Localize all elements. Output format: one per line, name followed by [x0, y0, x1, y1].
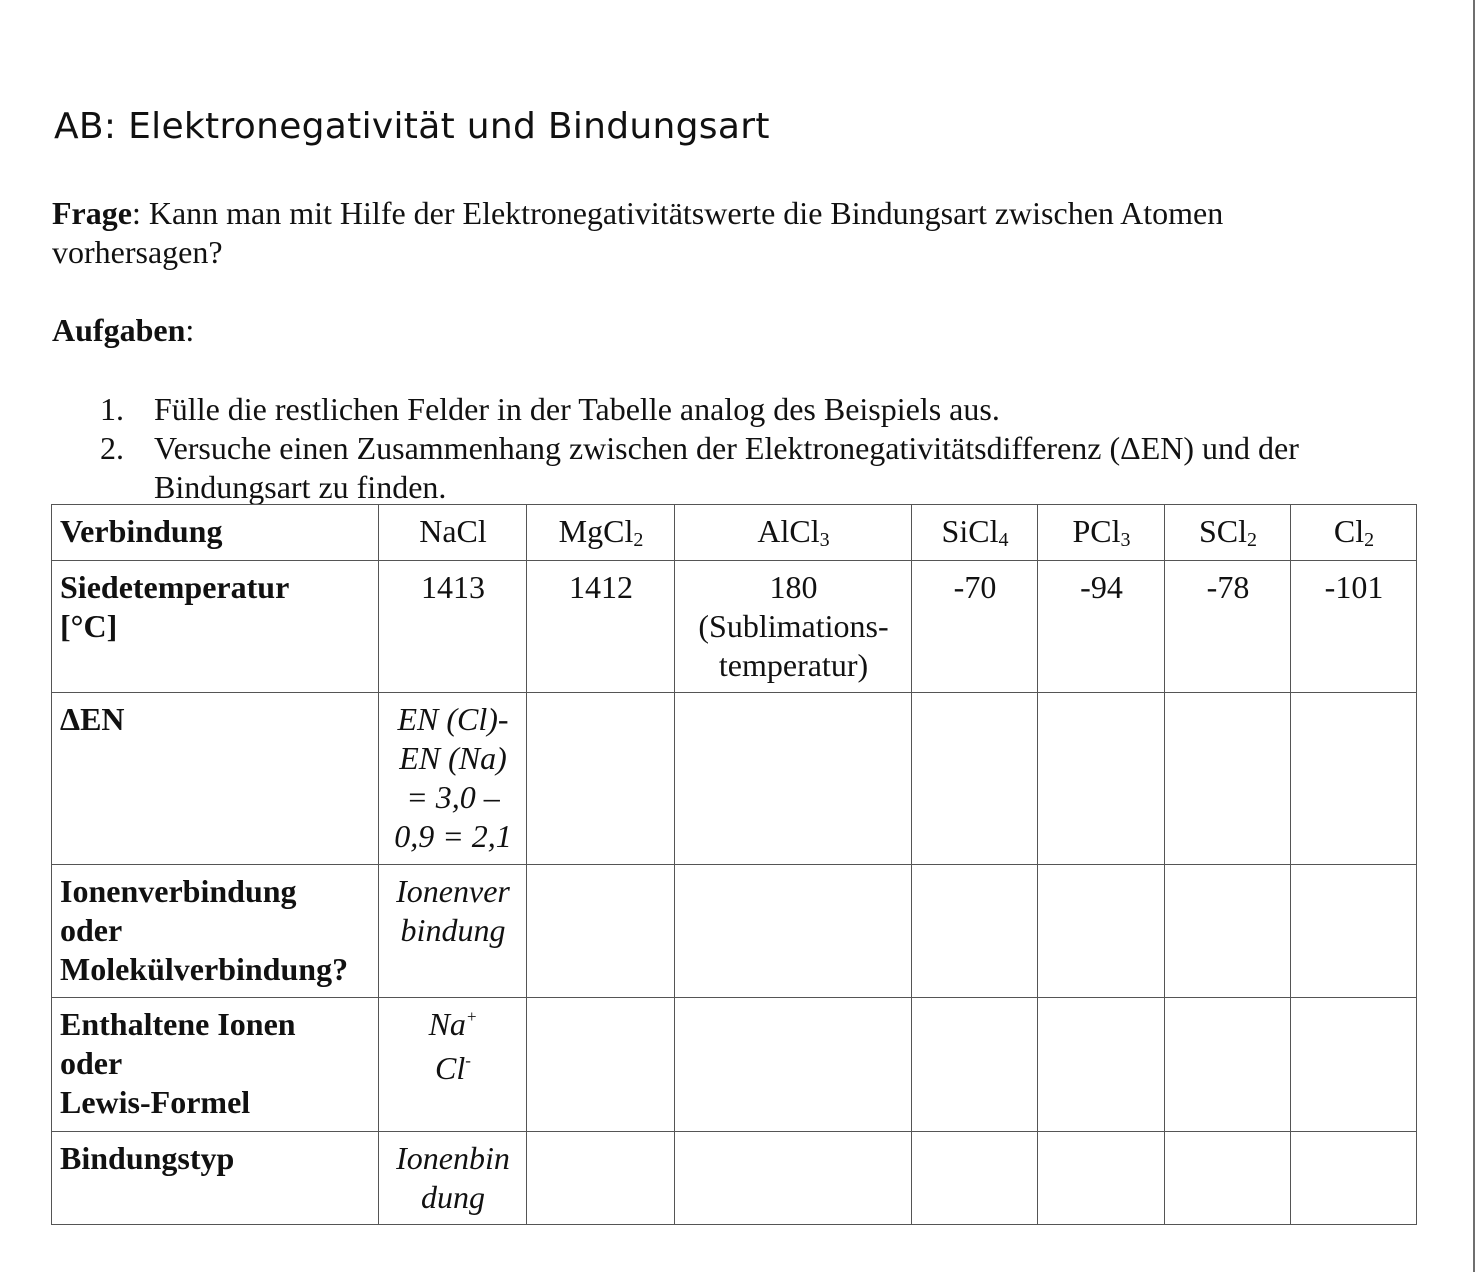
blank-cell[interactable]: [1291, 1132, 1417, 1225]
label-verbindungsart: Ionenverbindung oder Molekülverbindung?: [52, 865, 379, 998]
compound-table: [51, 504, 1417, 1225]
blank-cell[interactable]: [1291, 998, 1417, 1132]
blank-cell[interactable]: [912, 693, 1038, 865]
bp-cl2: -101: [1291, 561, 1417, 693]
blank-cell[interactable]: [912, 865, 1038, 998]
blank-cell[interactable]: [1038, 998, 1165, 1132]
row-ionen: [52, 998, 1417, 1132]
compound-mgcl2: MgCl$_2$: [527, 505, 675, 561]
task-item: [100, 429, 1390, 507]
example-bindungstyp: Ionenbin dung: [379, 1132, 527, 1225]
label-ionen: Enthaltene Ionen oder Lewis-Formel: [52, 998, 379, 1132]
row-delta-en: [52, 693, 1417, 865]
blank-cell[interactable]: [527, 865, 675, 998]
compound-alcl3: AlCl$_3$: [675, 505, 912, 561]
bp-nacl: 1413: [379, 561, 527, 693]
task-number: 2.: [100, 430, 124, 466]
question-label: Frage: [52, 195, 132, 231]
task-number: 1.: [100, 391, 124, 427]
row-siedetemperatur: [52, 561, 1417, 693]
blank-cell[interactable]: [527, 1132, 675, 1225]
tasks-label: Aufgaben: [52, 312, 186, 348]
task-text: Fülle die restlichen Felder in der Tabelle analog des Beispiels aus.: [154, 391, 1000, 427]
blank-cell[interactable]: [1038, 865, 1165, 998]
compound-scl2: SCl$_2$: [1165, 505, 1291, 561]
blank-cell[interactable]: [912, 1132, 1038, 1225]
label-delta-en: ΔEN: [52, 693, 379, 865]
compound-nacl: NaCl: [379, 505, 527, 561]
bp-pcl3: -94: [1038, 561, 1165, 693]
blank-cell[interactable]: [1038, 1132, 1165, 1225]
example-ionen: Na+ Cl-: [379, 998, 527, 1132]
example-verbindungsart: Ionenver bindung: [379, 865, 527, 998]
blank-cell[interactable]: [527, 998, 675, 1132]
page-edge: [1473, 0, 1475, 1272]
worksheet-title: AB: Elektronegativität und Bindungsart: [54, 106, 770, 147]
blank-cell[interactable]: [527, 693, 675, 865]
label-bindungstyp: Bindungstyp: [52, 1132, 379, 1225]
task-item: [100, 390, 1390, 429]
blank-cell[interactable]: [1038, 693, 1165, 865]
blank-cell[interactable]: [675, 1132, 912, 1225]
tasks-separator: :: [185, 312, 195, 348]
blank-cell[interactable]: [675, 998, 912, 1132]
bp-mgcl2: 1412: [527, 561, 675, 693]
question-text: Kann man mit Hilfe der Elektronegativitätswerte die Bindungsart zwischen Atomen vorhersagen?: [52, 195, 1224, 270]
blank-cell[interactable]: [675, 693, 912, 865]
compound-sicl4: SiCl$_4$: [912, 505, 1038, 561]
question-separator: :: [131, 195, 141, 231]
blank-cell[interactable]: [1165, 693, 1291, 865]
row-verbindungsart: [52, 865, 1417, 998]
blank-cell[interactable]: [1291, 693, 1417, 865]
bp-scl2: -78: [1165, 561, 1291, 693]
blank-cell[interactable]: [1291, 865, 1417, 998]
example-delta-en: EN (Cl)- EN (Na) = 3,0 – 0,9 = 2,1: [379, 693, 527, 865]
blank-cell[interactable]: [675, 865, 912, 998]
row-bindungstyp: [52, 1132, 1417, 1225]
bp-sicl4: -70: [912, 561, 1038, 693]
compound-cl2: $Cl_2$: [1291, 505, 1417, 561]
tasks-heading: [52, 311, 194, 350]
label-verbindung: Verbindung: [52, 505, 379, 561]
row-verbindung: [52, 505, 1417, 561]
compound-pcl3: PCl$_3$: [1038, 505, 1165, 561]
question-paragraph: [52, 194, 1342, 272]
task-list: [100, 390, 1390, 507]
blank-cell[interactable]: [1165, 1132, 1291, 1225]
task-text: Versuche einen Zusammenhang zwischen der Elektronegativitätsdifferenz (ΔEN) und der Bindungsart zu finden.: [154, 430, 1299, 505]
label-siedetemperatur: Siedetemperatur [°C]: [52, 561, 379, 693]
bp-alcl3: 180 (Sublimations- temperatur): [675, 561, 912, 693]
blank-cell[interactable]: [1165, 865, 1291, 998]
blank-cell[interactable]: [1165, 998, 1291, 1132]
blank-cell[interactable]: [912, 998, 1038, 1132]
